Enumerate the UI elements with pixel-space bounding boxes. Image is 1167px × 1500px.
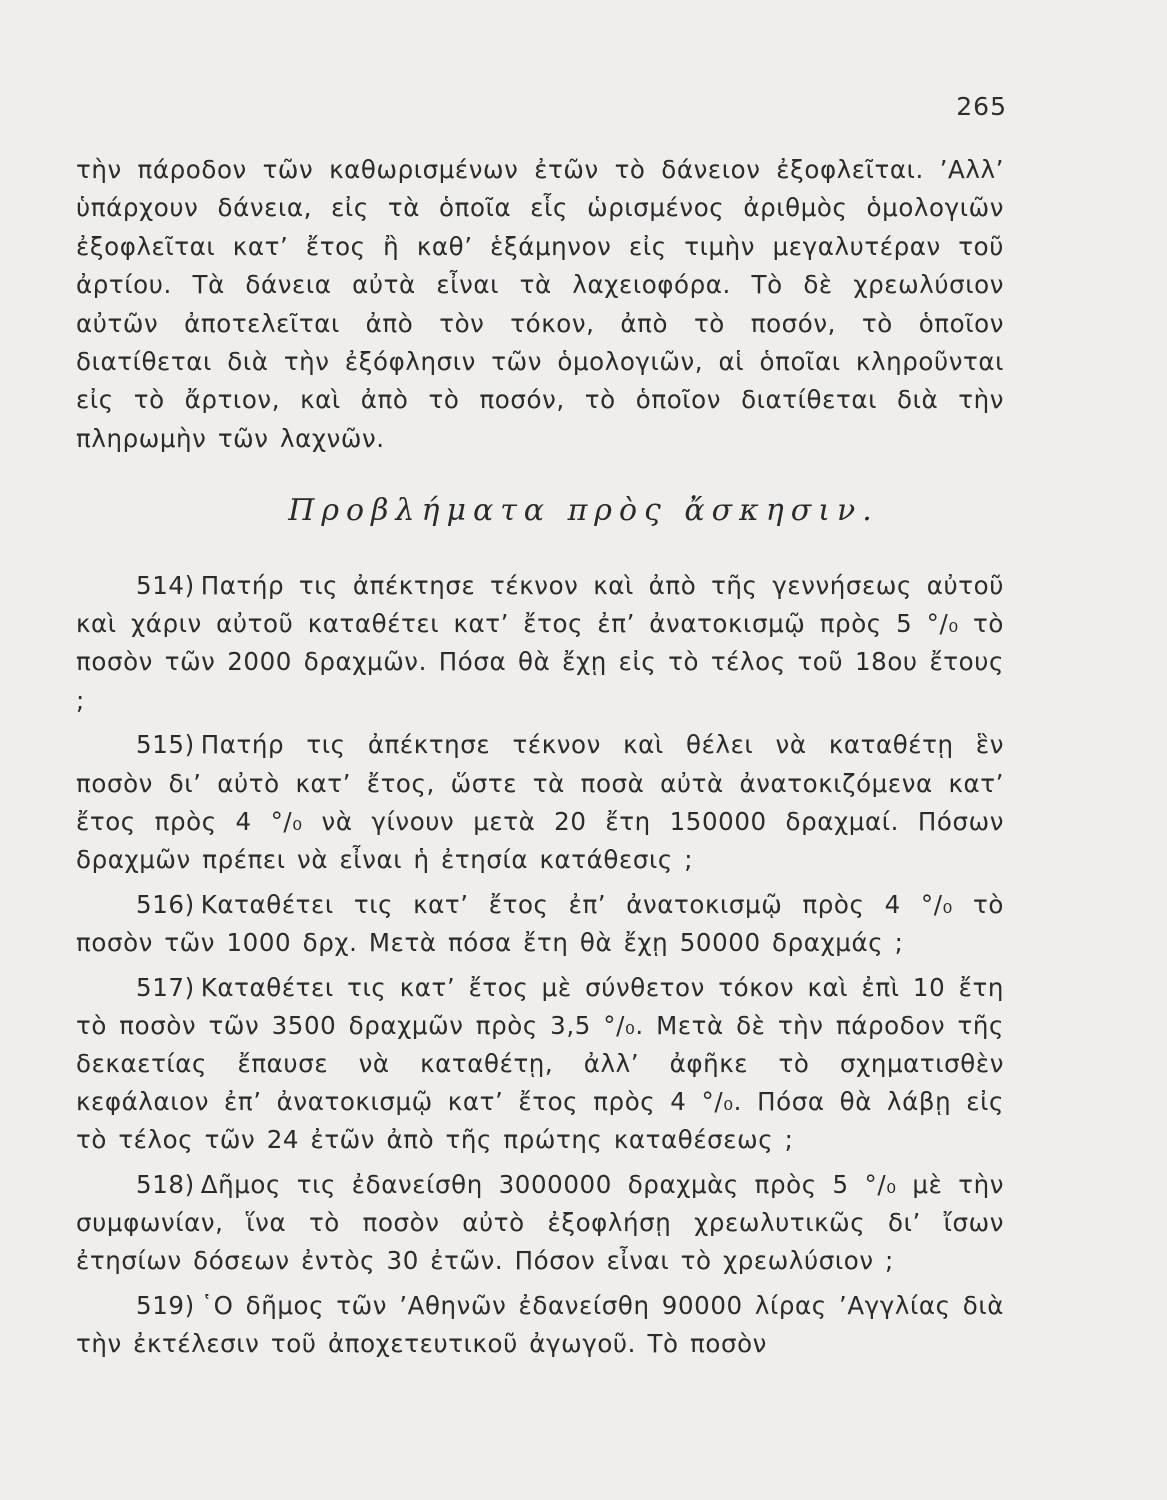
problem-517 (76, 969, 1004, 1160)
problem-number: 515) (136, 730, 195, 760)
intro-paragraph (76, 151, 1004, 458)
problem-number: 517) (136, 972, 195, 1002)
problem-514 (76, 567, 1004, 720)
problem-text: Καταθέτει τις κατ’ ἔτος ἐπ’ ἀνατοκισμῷ πρὸς 4 °/₀ τὸ ποσὸν τῶν 1000 δρχ. Μετὰ πόσα ἔτη θὰ ἔχῃ 50000 δραχμάς ; (76, 889, 1004, 957)
problem-text: Πατήρ τις ἀπέκτησε τέκνον καὶ ἀπὸ τῆς γεννήσεως αὐτοῦ καὶ χάριν αὐτοῦ καταθέτει κατ’ ἔτος ἐπ’ ἀνατοκισμῷ πρὸς 5 °/₀ τὸ ποσὸν τῶν 2000 δραχμῶν. Πόσα θὰ ἔχῃ εἰς τὸ τέλος τοῦ 18ου ἔτους ; (76, 571, 1004, 715)
section-heading: Προβλήματα πρὸς ἄσκησιν. (288, 493, 879, 528)
problem-515 (76, 726, 1004, 879)
problem-516 (76, 886, 1004, 962)
problem-518 (76, 1166, 1004, 1281)
problem-number: 514) (136, 571, 195, 600)
intro-text: τὴν πάροδον τῶν καθωρισμένων ἐτῶν τὸ δάνειον ἐξοφλεῖται. ’Αλλ’ ὑπάρχουν δάνεια, εἰς τὰ ὁποῖα εἷς ὡρισμένος ἀριθμὸς ὁμολογιῶν ἐξοφλεῖται κατ’ ἔτος ἢ καθ’ ἑξάμηνον εἰς τιμὴν μεγαλυτέραν τοῦ ἀρτίου. Τὰ δάνεια αὐτὰ εἶναι τὰ λαχειοφόρα. Τὸ δὲ χρεωλύσιον αὐτῶν ἀποτελεῖται ἀπὸ τὸν τόκον, ἀπὸ τὸ ποσόν, τὸ ὁποῖον διατίθεται διὰ τὴν ἐξόφλησιν τῶν ὁμολογιῶν, αἱ ὁποῖαι κληροῦνται εἰς τὸ ἄρτιον, καὶ ἀπὸ τὸ ποσόν, τὸ ὁποῖον διατίθεται διὰ τὴν πληρωμὴν τῶν λαχνῶν. (76, 155, 1004, 453)
problem-text: Δῆμος τις ἐδανείσθη 3000000 δραχμὰς πρὸς 5 °/₀ μὲ τὴν συμφωνίαν, ἵνα τὸ ποσὸν αὐτὸ ἐξοφλήσῃ χρεωλυτικῶς δι’ ἴσων ἐτησίων δόσεων ἐντὸς 30 ἐτῶν. Πόσον εἶναι τὸ χρεωλύσιον ; (76, 1170, 1004, 1276)
problem-text: ῾Ο δῆμος τῶν ’Αθηνῶν ἐδανείσθη 90000 λίρας ’Αγγλίας διὰ τὴν ἐκτέλεσιν τοῦ ἀποχετευτικοῦ ἀγωγοῦ. Τὸ ποσὸν (76, 1291, 1004, 1359)
problem-number: 516) (136, 889, 195, 919)
problem-text: Πατήρ τις ἀπέκτησε τέκνον καὶ θέλει νὰ καταθέτῃ ἓν ποσὸν δι’ αὐτὸ κατ’ ἔτος, ὥστε τὰ ποσὰ αὐτὰ ἀνατοκιζόμενα κατ’ ἔτος πρὸς 4 °/₀ νὰ γίνουν μετὰ 20 ἔτη 150000 δραχμαί. Πόσων δραχμῶν πρέπει νὰ εἶναι ἡ ἐτησία κατάθεσις ; (76, 730, 1004, 874)
problem-number: 518) (136, 1170, 195, 1200)
problem-519 (76, 1287, 1004, 1363)
problem-number: 519) (136, 1291, 195, 1321)
page-number: 265 (956, 92, 1007, 121)
problem-list (76, 567, 1004, 1370)
problem-text: Καταθέτει τις κατ’ ἔτος μὲ σύνθετον τόκον καὶ ἐπὶ 10 ἔτη τὸ ποσὸν τῶν 3500 δραχμῶν πρὸς 3,5 °/₀. Μετὰ δὲ τὴν πάροδον τῆς δεκαετίας ἔπαυσε νὰ καταθέτῃ, ἀλλ’ ἀφῆκε τὸ σχηματισθὲν κεφάλαιον ἐπ’ ἀνατοκισμῷ κατ’ ἔτος πρὸς 4 °/₀. Πόσα θὰ λάβῃ εἰς τὸ τέλος τῶν 24 ἐτῶν ἀπὸ τῆς πρώτης καταθέσεως ; (76, 972, 1004, 1155)
